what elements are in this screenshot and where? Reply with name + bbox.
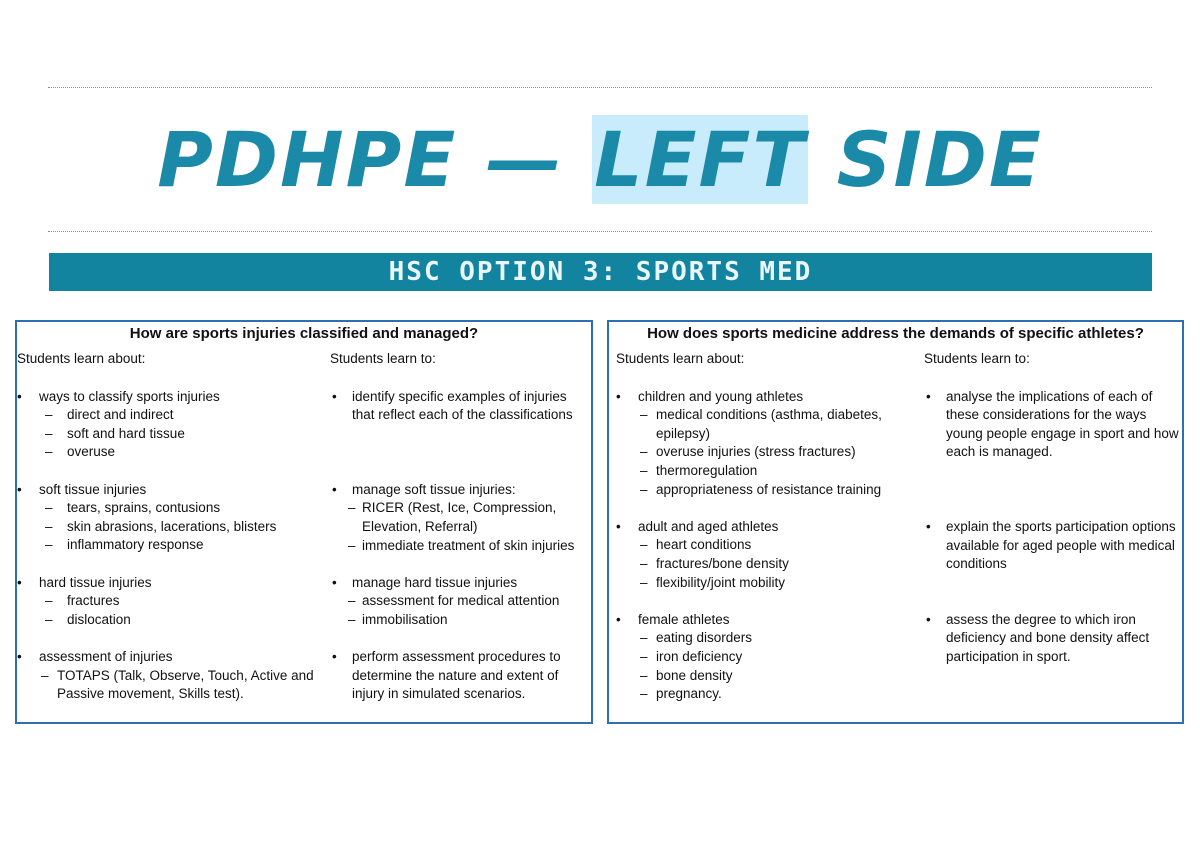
dash-icon: –	[45, 500, 53, 516]
list-item	[17, 481, 317, 555]
dash-icon: –	[640, 630, 648, 646]
bullet-text: assess the degree to which iron deficiency and bone density affect participation in sport.	[946, 611, 1150, 664]
list-item	[924, 518, 1184, 574]
dash-icon: –	[45, 518, 53, 534]
dash-icon: –	[348, 500, 356, 516]
dash-icon: –	[640, 537, 648, 553]
bullet-icon: •	[17, 388, 22, 404]
list-item	[17, 648, 317, 704]
list-item	[330, 481, 592, 555]
bullet-icon: •	[616, 518, 621, 534]
learn-about-label: Students learn about:	[616, 351, 745, 366]
page-title	[0, 105, 1200, 215]
dash-icon: –	[45, 537, 53, 553]
sub-text: dislocation	[67, 611, 131, 627]
dash-icon: –	[348, 611, 356, 627]
learn-about-column	[17, 350, 317, 722]
dash-icon: –	[348, 537, 356, 553]
dash-icon: –	[640, 667, 648, 683]
bullet-text: female athletes	[638, 611, 730, 627]
athletes-question: How does sports medicine address the demands of specific athletes?	[647, 325, 1144, 342]
bullet-text: explain the sports participation options available for aged people with medical conditions	[946, 518, 1176, 572]
bullet-text: manage hard tissue injuries	[352, 574, 518, 590]
bullet-icon: •	[926, 611, 931, 627]
sub-text: direct and indirect	[67, 407, 174, 423]
sub-text: RICER (Rest, Ice, Compression, Elevation, Referral)	[362, 500, 557, 534]
injuries-question: How are sports injuries classified and managed?	[129, 325, 479, 342]
bullet-icon: •	[332, 649, 337, 665]
dash-icon: –	[45, 444, 53, 460]
sub-text: appropriateness of resistance training	[656, 481, 882, 497]
bullet-text: perform assessment procedures to determine the nature and extent of injury in simulated scenarios.	[352, 649, 561, 702]
bullet-icon: •	[926, 388, 931, 404]
bullet-icon: •	[926, 518, 931, 534]
bullet-text: assessment of injuries	[39, 648, 173, 664]
bullet-text: analyse the implications of each of these considerations for the ways young people engage in sport and how each is managed.	[946, 388, 1179, 460]
title-prefix: PDHPE —	[157, 115, 593, 204]
dash-icon: –	[640, 481, 648, 497]
specific-athletes-box	[607, 320, 1184, 724]
sub-text: immediate treatment of skin injuries	[362, 537, 575, 553]
bullet-text: soft tissue injuries	[39, 481, 147, 497]
bullet-icon: •	[616, 388, 621, 404]
bottom-dotted-rule	[48, 231, 1152, 232]
sub-text: heart conditions	[656, 537, 752, 553]
sub-text: tears, sprains, contusions	[67, 500, 221, 516]
list-item	[17, 388, 317, 462]
sub-text: thermoregulation	[656, 462, 758, 478]
list-item	[924, 388, 1184, 462]
list-item	[330, 388, 592, 425]
dash-icon: –	[41, 667, 49, 683]
sub-text: iron deficiency	[656, 648, 743, 664]
dash-icon: –	[640, 686, 648, 702]
sub-text: pregnancy.	[656, 686, 722, 702]
list-item	[330, 648, 592, 704]
bullet-icon: •	[17, 574, 22, 590]
learn-to-column	[924, 350, 1184, 685]
dash-icon: –	[640, 407, 648, 423]
dash-icon: –	[45, 425, 53, 441]
dash-icon: –	[45, 611, 53, 627]
learn-to-column	[330, 350, 592, 723]
sub-text: medical conditions (asthma, diabetes, epilepsy)	[656, 407, 882, 441]
list-item	[616, 388, 916, 500]
sub-text: overuse injuries (stress fractures)	[656, 444, 856, 460]
list-item	[616, 518, 916, 592]
learn-about-column	[616, 350, 916, 722]
title-suffix: SIDE	[808, 115, 1043, 204]
title-highlight: LEFT	[594, 115, 807, 204]
dash-icon: –	[45, 593, 53, 609]
learn-to-label: Students learn to:	[330, 351, 436, 366]
top-dotted-rule	[48, 87, 1152, 88]
sub-text: fractures/bone density	[656, 555, 789, 571]
bullet-text: hard tissue injuries	[39, 574, 152, 590]
dash-icon: –	[640, 444, 648, 460]
bullet-icon: •	[332, 574, 337, 590]
sub-text: TOTAPS (Talk, Observe, Touch, Active and Passive movement, Skills test).	[57, 667, 314, 702]
bullet-text: children and young athletes	[638, 388, 804, 404]
dash-icon: –	[640, 555, 648, 571]
bullet-icon: •	[332, 388, 337, 404]
dash-icon: –	[640, 462, 648, 478]
bullet-text: manage soft tissue injuries:	[352, 481, 516, 497]
bullet-icon: •	[332, 481, 337, 497]
sub-text: eating disorders	[656, 630, 753, 646]
sub-text: skin abrasions, lacerations, blisters	[67, 518, 277, 534]
bullet-icon: •	[17, 648, 22, 664]
sub-text: fractures	[67, 593, 120, 609]
dash-icon: –	[640, 648, 648, 664]
dash-icon: –	[640, 574, 648, 590]
sub-text: assessment for medical attention	[362, 593, 560, 609]
section-banner: HSC OPTION 3: SPORTS MED	[49, 253, 1152, 291]
list-item	[924, 611, 1184, 667]
learn-to-label: Students learn to:	[924, 351, 1030, 366]
bullet-icon: •	[17, 481, 22, 497]
injuries-box	[15, 320, 593, 724]
list-item	[17, 574, 317, 630]
sub-text: overuse	[67, 444, 116, 460]
dash-icon: –	[45, 407, 53, 423]
sub-text: soft and hard tissue	[67, 425, 185, 441]
bullet-icon: •	[616, 611, 621, 627]
learn-about-label: Students learn about:	[17, 351, 146, 366]
bullet-text: ways to classify sports injuries	[39, 388, 220, 404]
list-item	[616, 611, 916, 704]
sub-text: flexibility/joint mobility	[656, 574, 786, 590]
bullet-text: identify specific examples of injuries that reflect each of the classifications	[352, 388, 573, 423]
sub-text: inflammatory response	[67, 537, 204, 553]
bullet-text: adult and aged athletes	[638, 518, 779, 534]
sub-text: bone density	[656, 667, 733, 683]
dash-icon: –	[348, 593, 356, 609]
sub-text: immobilisation	[362, 611, 448, 627]
list-item	[330, 574, 592, 630]
